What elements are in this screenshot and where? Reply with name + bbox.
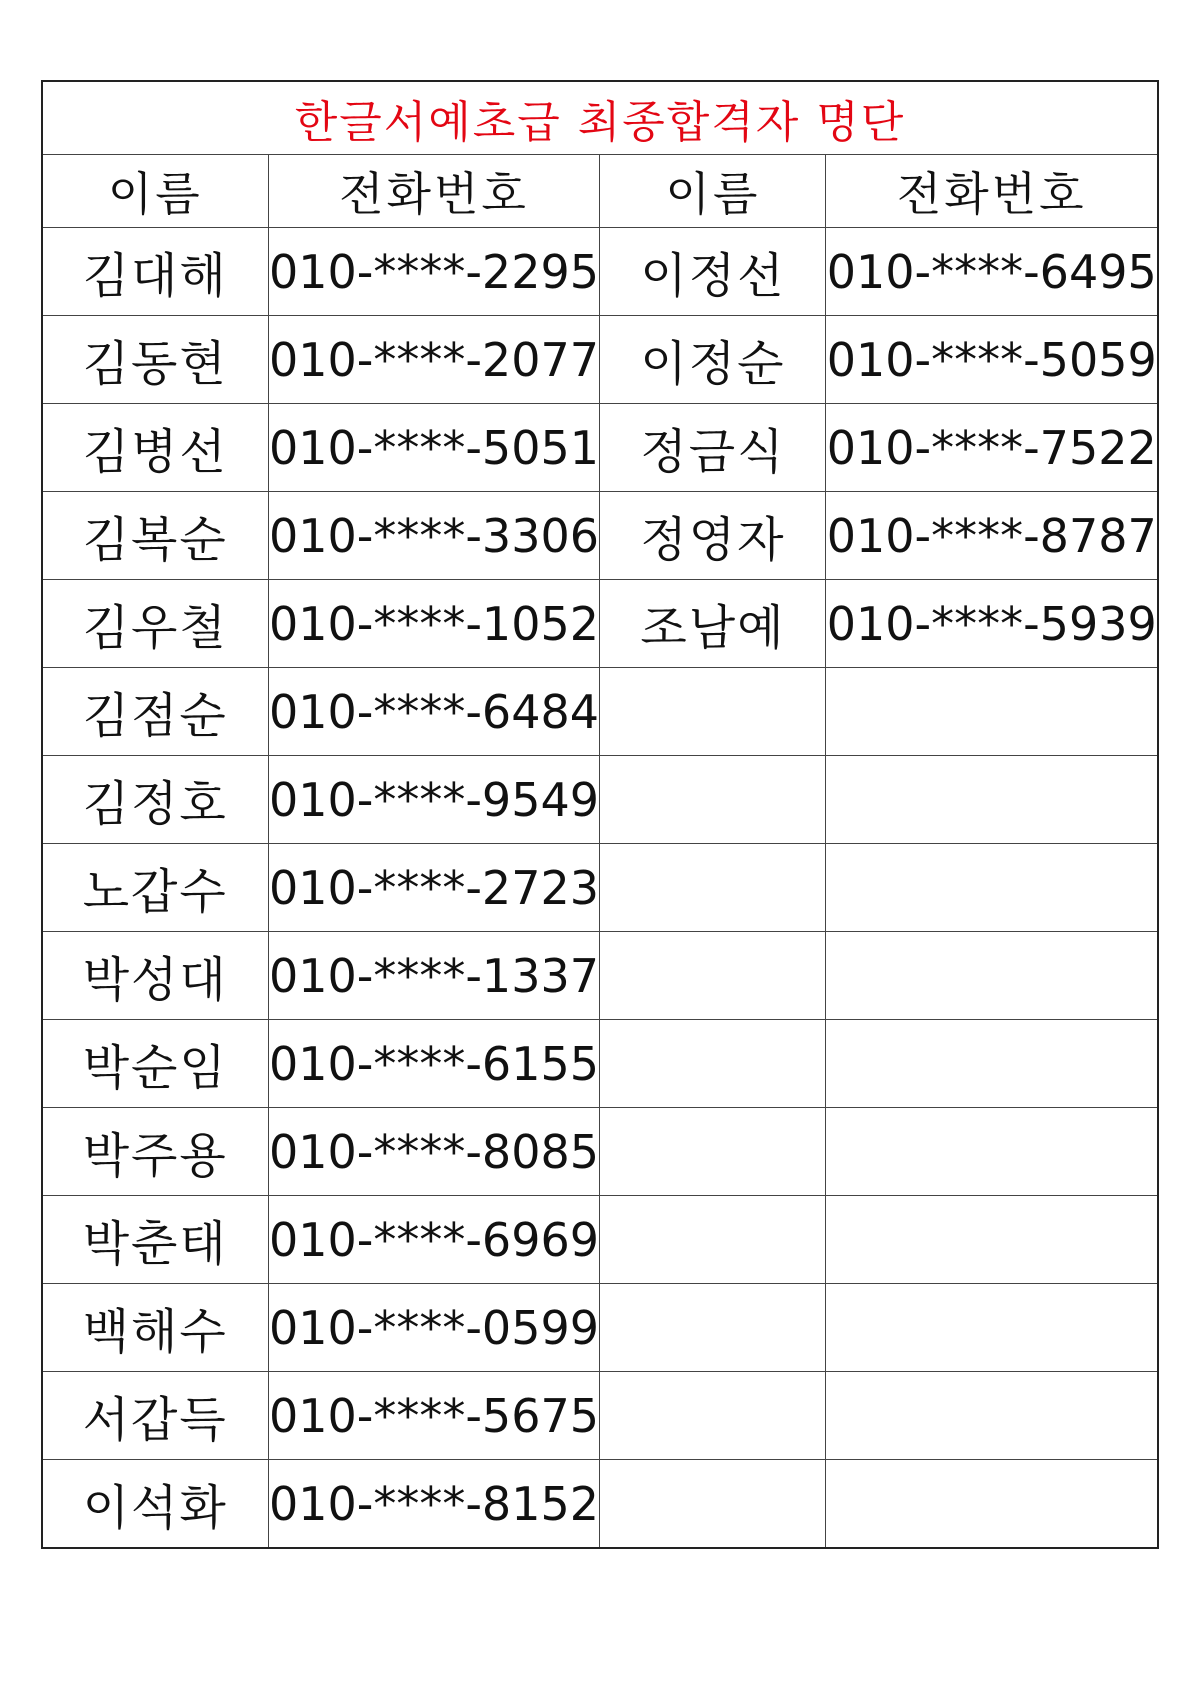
phone-cell-left: 010-****-2295: [268, 228, 600, 316]
table-row: [42, 756, 1158, 844]
page-title: 한글서예초급 최종합격자 명단: [42, 81, 1158, 155]
name-cell-right: [600, 668, 826, 756]
table-row: [42, 1020, 1158, 1108]
table-row: [42, 492, 1158, 580]
name-cell-left: 김정호: [42, 756, 268, 844]
name-cell-right: [600, 1108, 826, 1196]
passer-list-table: [41, 80, 1159, 1549]
table-row: [42, 404, 1158, 492]
name-cell-right: 이정순: [600, 316, 826, 404]
phone-cell-left: 010-****-3306: [268, 492, 600, 580]
column-header-name-left: 이름: [42, 155, 268, 228]
phone-cell-right: [826, 1284, 1158, 1372]
phone-cell-left: 010-****-2077: [268, 316, 600, 404]
phone-cell-left: 010-****-6155: [268, 1020, 600, 1108]
name-cell-left: 김점순: [42, 668, 268, 756]
phone-cell-right: [826, 1460, 1158, 1549]
phone-cell-right: [826, 932, 1158, 1020]
name-cell-right: [600, 932, 826, 1020]
table-row: [42, 932, 1158, 1020]
table-row: [42, 1108, 1158, 1196]
phone-cell-left: 010-****-1052: [268, 580, 600, 668]
name-cell-right: [600, 1020, 826, 1108]
name-cell-right: 조남예: [600, 580, 826, 668]
name-cell-left: 박주용: [42, 1108, 268, 1196]
name-cell-right: [600, 1372, 826, 1460]
name-cell-left: 김우철: [42, 580, 268, 668]
name-cell-left: 김복순: [42, 492, 268, 580]
name-cell-left: 노갑수: [42, 844, 268, 932]
phone-cell-left: 010-****-5051: [268, 404, 600, 492]
name-cell-right: 정영자: [600, 492, 826, 580]
name-cell-right: [600, 1284, 826, 1372]
name-cell-right: [600, 844, 826, 932]
column-header-name-right: 이름: [600, 155, 826, 228]
table-row: [42, 1284, 1158, 1372]
phone-cell-left: 010-****-5675: [268, 1372, 600, 1460]
header-row: [42, 155, 1158, 228]
name-cell-left: 서갑득: [42, 1372, 268, 1460]
name-cell-left: 박성대: [42, 932, 268, 1020]
table-row: [42, 1460, 1158, 1549]
phone-cell-left: 010-****-6969: [268, 1196, 600, 1284]
name-cell-right: [600, 756, 826, 844]
phone-cell-right: 010-****-5059: [826, 316, 1158, 404]
phone-cell-left: 010-****-8085: [268, 1108, 600, 1196]
phone-cell-right: 010-****-7522: [826, 404, 1158, 492]
name-cell-left: 이석화: [42, 1460, 268, 1549]
name-cell-left: 김병선: [42, 404, 268, 492]
name-cell-right: [600, 1460, 826, 1549]
phone-cell-right: 010-****-5939: [826, 580, 1158, 668]
phone-cell-right: [826, 1372, 1158, 1460]
phone-cell-left: 010-****-6484: [268, 668, 600, 756]
table-row: [42, 316, 1158, 404]
name-cell-left: 백해수: [42, 1284, 268, 1372]
phone-cell-left: 010-****-8152: [268, 1460, 600, 1549]
phone-cell-left: 010-****-2723: [268, 844, 600, 932]
name-cell-left: 박춘태: [42, 1196, 268, 1284]
column-header-phone-right: 전화번호: [826, 155, 1158, 228]
phone-cell-right: 010-****-8787: [826, 492, 1158, 580]
name-cell-right: 이정선: [600, 228, 826, 316]
title-row: [42, 81, 1158, 155]
table-row: [42, 1372, 1158, 1460]
name-cell-right: [600, 1196, 826, 1284]
phone-cell-right: [826, 1108, 1158, 1196]
table-row: [42, 580, 1158, 668]
phone-cell-right: 010-****-6495: [826, 228, 1158, 316]
phone-cell-right: [826, 756, 1158, 844]
name-cell-left: 김대해: [42, 228, 268, 316]
phone-cell-left: 010-****-9549: [268, 756, 600, 844]
name-cell-left: 박순임: [42, 1020, 268, 1108]
phone-cell-right: [826, 1020, 1158, 1108]
phone-cell-right: [826, 844, 1158, 932]
phone-cell-left: 010-****-0599: [268, 1284, 600, 1372]
phone-cell-right: [826, 668, 1158, 756]
phone-cell-left: 010-****-1337: [268, 932, 600, 1020]
phone-cell-right: [826, 1196, 1158, 1284]
column-header-phone-left: 전화번호: [268, 155, 600, 228]
table-row: [42, 668, 1158, 756]
name-cell-left: 김동현: [42, 316, 268, 404]
table-row: [42, 844, 1158, 932]
table-row: [42, 1196, 1158, 1284]
name-cell-right: 정금식: [600, 404, 826, 492]
table-row: [42, 228, 1158, 316]
